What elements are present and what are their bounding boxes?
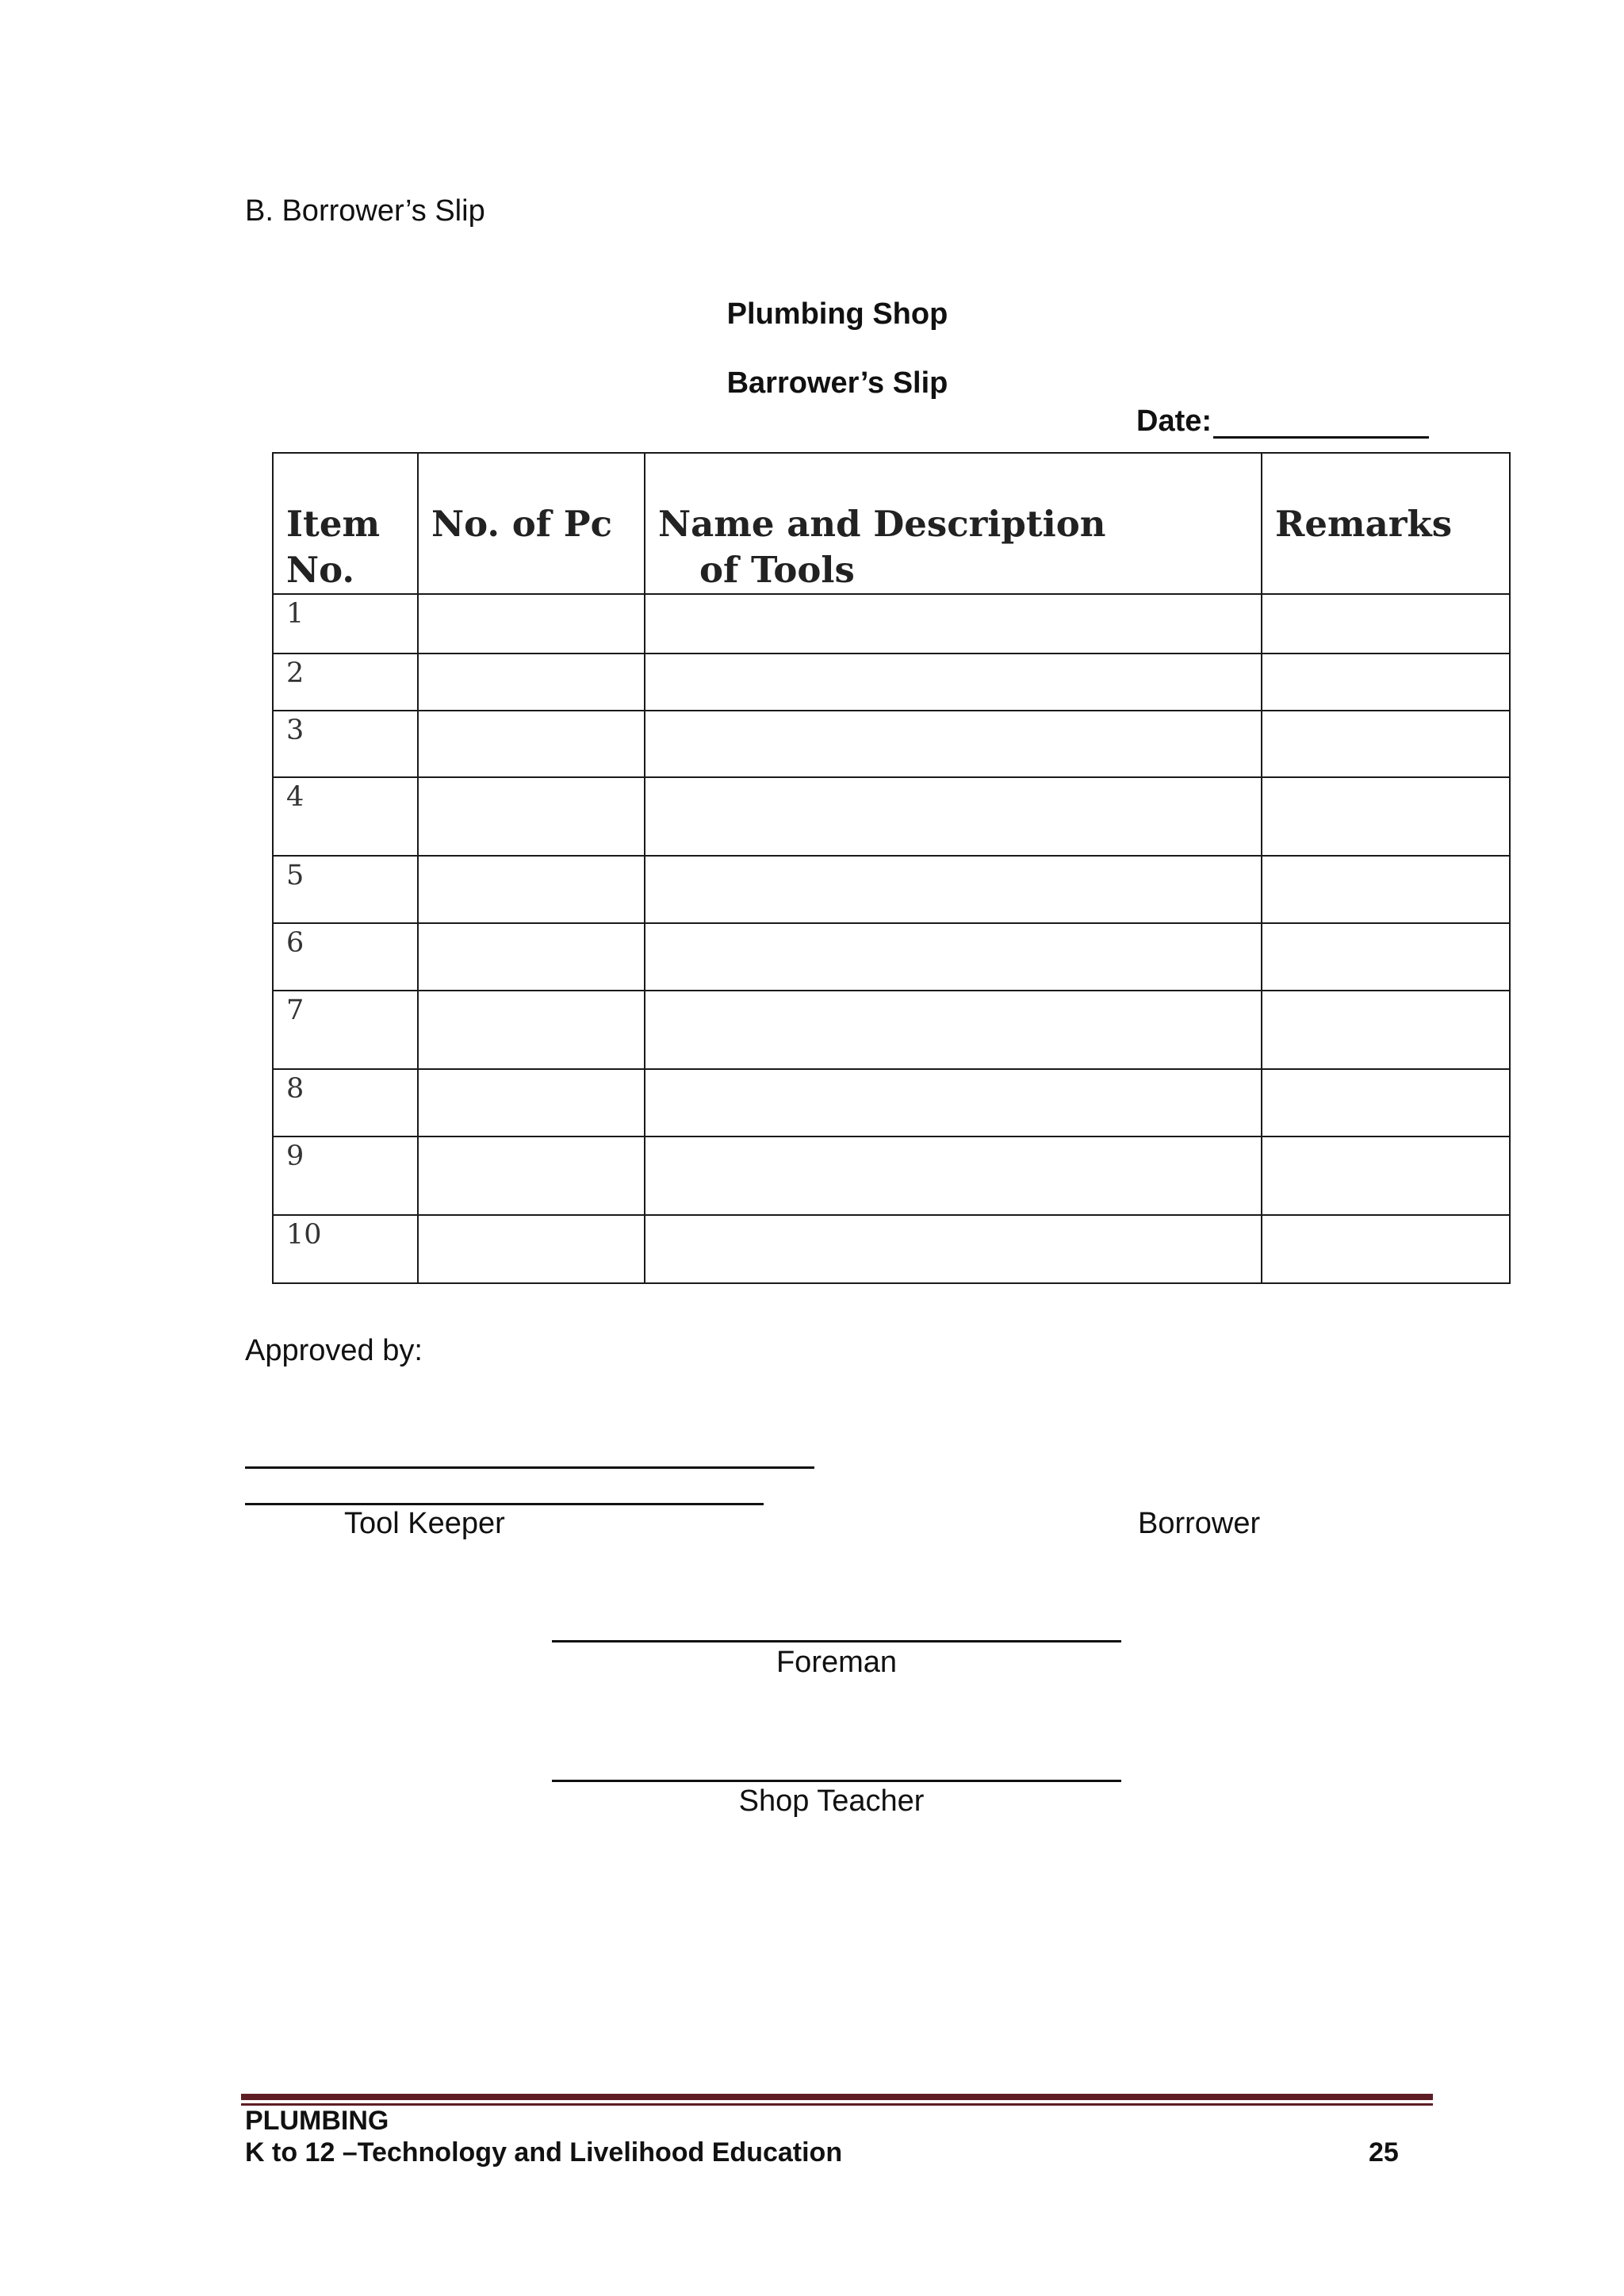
footer-subject: PLUMBING (245, 2106, 389, 2136)
date-blank-line (1213, 412, 1429, 439)
table-row (273, 991, 1510, 1069)
remarks-cell[interactable] (1262, 856, 1510, 923)
description-cell[interactable] (645, 777, 1262, 856)
table-row (273, 1069, 1510, 1137)
remarks-cell[interactable] (1262, 1215, 1510, 1283)
no-of-pc-cell[interactable] (418, 594, 645, 654)
description-cell[interactable] (645, 991, 1262, 1069)
table-header-row (273, 453, 1510, 594)
tool-keeper-label: Tool Keeper (344, 1507, 505, 1540)
header-name-description-line2: of Tools (699, 549, 855, 591)
header-no-of-pc-label: No. of Pc (431, 503, 612, 545)
date-field (1136, 404, 1429, 439)
item-no-cell: 1 (273, 594, 418, 654)
no-of-pc-cell[interactable] (418, 654, 645, 711)
slip-title: Plumbing Shop (726, 297, 948, 331)
table-row (273, 777, 1510, 856)
no-of-pc-cell[interactable] (418, 1215, 645, 1283)
no-of-pc-cell[interactable] (418, 777, 645, 856)
tool-keeper-signature-line (245, 1503, 764, 1505)
footer-rule-thin (241, 2103, 1433, 2106)
description-cell[interactable] (645, 654, 1262, 711)
slip-subtitle: Barrower’s Slip (726, 366, 948, 400)
borrower-label: Borrower (1138, 1507, 1261, 1540)
description-cell[interactable] (645, 594, 1262, 654)
footer-rule (241, 2094, 1433, 2100)
table-row (273, 923, 1510, 991)
no-of-pc-cell[interactable] (418, 1069, 645, 1137)
item-no-cell: 3 (273, 711, 418, 777)
table-row (273, 1215, 1510, 1283)
table-row (273, 1137, 1510, 1215)
table-row (273, 711, 1510, 777)
approved-by-label: Approved by: (245, 1334, 423, 1367)
remarks-cell[interactable] (1262, 711, 1510, 777)
description-cell[interactable] (645, 1137, 1262, 1215)
description-cell[interactable] (645, 1215, 1262, 1283)
item-no-cell: 9 (273, 1137, 418, 1215)
remarks-cell[interactable] (1262, 991, 1510, 1069)
remarks-cell[interactable] (1262, 923, 1510, 991)
page-number: 25 (1369, 2137, 1399, 2168)
item-no-cell: 5 (273, 856, 418, 923)
item-no-cell: 4 (273, 777, 418, 856)
date-label: Date: (1136, 404, 1212, 438)
header-name-description (645, 453, 1262, 594)
remarks-cell[interactable] (1262, 777, 1510, 856)
shop-teacher-label: Shop Teacher (738, 1784, 925, 1818)
no-of-pc-cell[interactable] (418, 711, 645, 777)
header-name-description-line1: Name and Description (658, 503, 1106, 545)
table-row (273, 856, 1510, 923)
remarks-cell[interactable] (1262, 1137, 1510, 1215)
description-cell[interactable] (645, 711, 1262, 777)
header-no-of-pc (418, 453, 645, 594)
section-heading: B. Borrower’s Slip (245, 194, 485, 228)
header-remarks (1262, 453, 1510, 594)
item-no-cell: 10 (273, 1215, 418, 1283)
no-of-pc-cell[interactable] (418, 991, 645, 1069)
item-no-cell: 7 (273, 991, 418, 1069)
header-item-no-line2: No. (286, 549, 355, 591)
description-cell[interactable] (645, 856, 1262, 923)
no-of-pc-cell[interactable] (418, 856, 645, 923)
header-item-no-line1: Item (286, 503, 381, 545)
no-of-pc-cell[interactable] (418, 1137, 645, 1215)
table-row (273, 654, 1510, 711)
signature-line (245, 1466, 814, 1469)
no-of-pc-cell[interactable] (418, 923, 645, 991)
header-remarks-label: Remarks (1275, 503, 1453, 545)
item-no-cell: 2 (273, 654, 418, 711)
remarks-cell[interactable] (1262, 654, 1510, 711)
remarks-cell[interactable] (1262, 594, 1510, 654)
footer-program: K to 12 –Technology and Livelihood Education (245, 2137, 843, 2168)
item-no-cell: 8 (273, 1069, 418, 1137)
table-row (273, 594, 1510, 654)
foreman-signature-line (552, 1640, 1121, 1642)
description-cell[interactable] (645, 923, 1262, 991)
foreman-label: Foreman (776, 1646, 898, 1679)
remarks-cell[interactable] (1262, 1069, 1510, 1137)
borrower-slip-table (272, 452, 1509, 1284)
header-item-no (273, 453, 418, 594)
item-no-cell: 6 (273, 923, 418, 991)
shop-teacher-signature-line (552, 1780, 1121, 1782)
description-cell[interactable] (645, 1069, 1262, 1137)
